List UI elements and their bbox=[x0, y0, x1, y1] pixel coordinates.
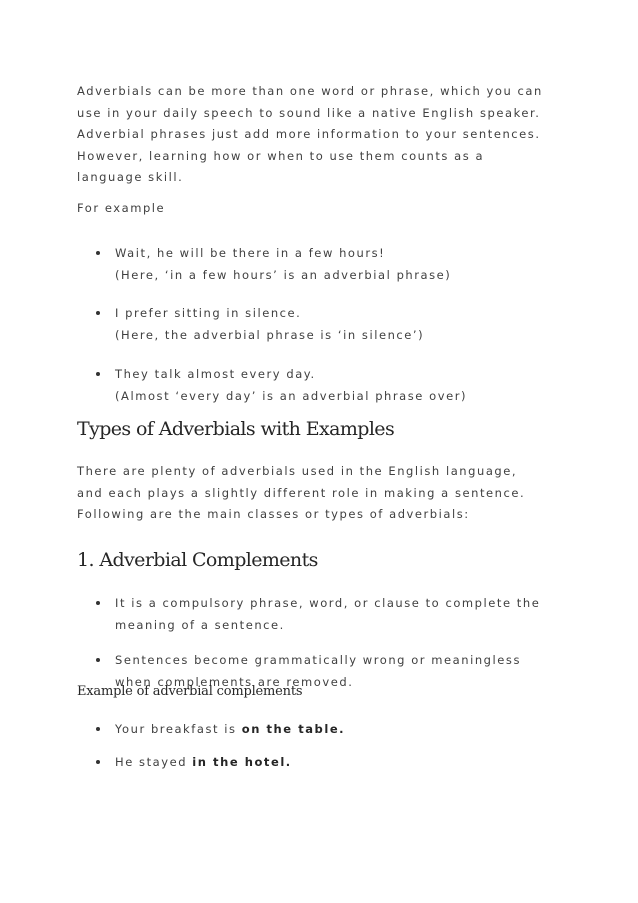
section-heading: Types of Adverbials with Examples bbox=[77, 418, 395, 440]
example-label-block bbox=[77, 198, 557, 220]
example-note: (Here, the adverbial phrase is ‘in silence’) bbox=[115, 327, 425, 342]
bullet-icon bbox=[96, 251, 100, 255]
list-item bbox=[77, 752, 557, 774]
bullet-icon bbox=[96, 601, 100, 605]
complement-examples-list bbox=[77, 752, 557, 774]
example-prefix: Your breakfast is bbox=[115, 722, 242, 736]
complement-example bbox=[115, 752, 557, 774]
bullet-icon bbox=[96, 727, 100, 731]
examples-list bbox=[77, 243, 557, 286]
example-label: For example bbox=[77, 201, 166, 215]
complements-heading-block bbox=[77, 549, 557, 571]
example-note: (Here, ‘in a few hours’ is an adverbial phrase) bbox=[115, 267, 452, 282]
intro-paragraph: Adverbials can be more than one word or phrase, which you can use in your daily speech to sound like a native English speaker. Adverbial phrases just add more information to your sentences. However, learning how or when to use them counts as a language skill. bbox=[77, 84, 543, 184]
complements-list bbox=[77, 593, 559, 636]
example-sentence: I prefer sitting in silence. bbox=[115, 306, 302, 320]
types-paragraph-block bbox=[77, 461, 537, 526]
example-prefix: He stayed bbox=[115, 755, 193, 769]
subsection-heading: Example of adverbial complements bbox=[77, 684, 303, 699]
list-item bbox=[77, 303, 557, 346]
list-item bbox=[77, 364, 557, 407]
bullet-icon bbox=[96, 760, 100, 764]
section-heading: 1. Adverbial Complements bbox=[77, 549, 318, 571]
intro-section bbox=[77, 81, 555, 189]
bullet-icon bbox=[96, 311, 100, 315]
example-note: (Almost ‘every day’ is an adverbial phrase over) bbox=[115, 388, 468, 403]
bullet-icon bbox=[96, 658, 100, 662]
example-sentence: Wait, he will be there in a few hours! bbox=[115, 246, 386, 260]
types-paragraph: There are plenty of adverbials used in the English language, and each plays a slightly different role in making a sentence. Following are the main classes or types of adverbials: bbox=[77, 464, 526, 521]
example-bold: on the table. bbox=[241, 722, 346, 736]
list-item bbox=[77, 243, 557, 286]
complement-bullet: It is a compulsory phrase, word, or clause to complete the meaning of a sentence. bbox=[115, 596, 541, 632]
complement-examples-list bbox=[77, 719, 557, 741]
examples-list bbox=[77, 364, 557, 407]
complement-bullet: Sentences become grammatically wrong or meaningless when complements are removed. bbox=[115, 653, 521, 689]
example-sentence: They talk almost every day. bbox=[115, 367, 316, 381]
example-heading-block bbox=[77, 684, 557, 699]
list-item bbox=[77, 593, 559, 636]
example-bold: in the hotel. bbox=[192, 755, 292, 769]
examples-list bbox=[77, 303, 557, 346]
complement-example bbox=[115, 719, 557, 741]
list-item bbox=[77, 719, 557, 741]
bullet-icon bbox=[96, 372, 100, 376]
types-heading-block bbox=[77, 418, 557, 440]
